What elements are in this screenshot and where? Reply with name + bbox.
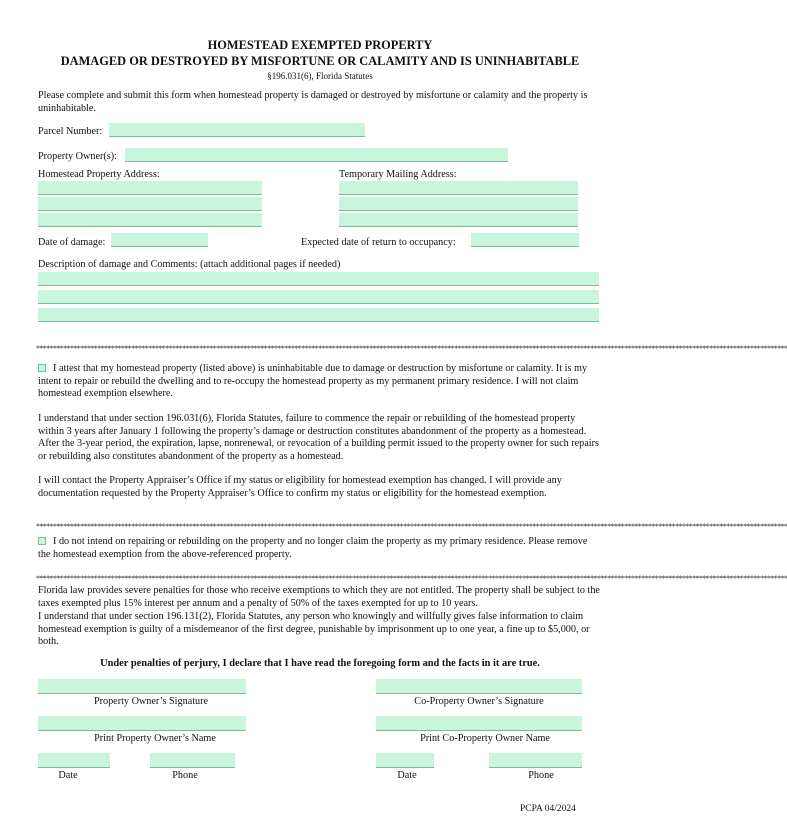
homestead-address-line-3[interactable] — [38, 213, 262, 227]
separator-3: ***************************************************************************************************************************************************************************************************************************** — [36, 574, 787, 583]
co-owner-date-field[interactable] — [376, 753, 434, 768]
penalties-text-1: Florida law provides severe penalties for those who receive exemptions to which they are not entitled. The property shall be subject to the taxes exempted plus 15% interest per annum and a penalty of 50% of the taxes exempted for up to 10 years. — [38, 585, 600, 609]
mailing-address-line-2[interactable] — [339, 197, 578, 211]
mailing-address-label: Temporary Mailing Address: — [339, 169, 457, 180]
owner-print-label: Print Property Owner’s Name — [94, 733, 216, 744]
owner-phone-field[interactable] — [150, 753, 235, 768]
property-owner-field[interactable] — [125, 148, 508, 162]
owner-label: Property Owner(s): — [38, 151, 117, 162]
co-owner-print-field[interactable] — [376, 716, 582, 731]
homestead-address-line-2[interactable] — [38, 197, 262, 211]
understand-text: I understand that under section 196.031(6), Florida Statutes, failure to commence the repair or rebuilding of the homestead property within 3 years after January 1 following the property’s damage or destruction constitutes abandonment of the property as a homestead. After the 3-year period, the expiration, lapse, nonrenewal, or revocation of a building permit issued to the property owner for such repairs or rebuilding also constitutes abandonment of the property as a homestead. — [38, 413, 599, 462]
intro-text: Please complete and submit this form when homestead property is damaged or destroyed by misfortune or calamity and the property is uninhabitable. — [38, 90, 588, 114]
owner-date-field[interactable] — [38, 753, 110, 768]
owner-date-label: Date — [58, 770, 78, 781]
form-subtitle: DAMAGED OR DESTROYED BY MISFORTUNE OR CALAMITY AND IS UNINHABITABLE — [60, 54, 580, 68]
perjury-statement: Under penalties of perjury, I declare that I have read the foregoing form and the facts in it are true. — [100, 658, 540, 669]
description-line-1[interactable] — [38, 272, 599, 286]
return-date-label: Expected date of return to occupancy: — [301, 237, 456, 248]
description-label: Description of damage and Comments: (attach additional pages if needed) — [38, 259, 341, 270]
co-owner-phone-field[interactable] — [489, 753, 582, 768]
not-intend-text: I do not intend on repairing or rebuilding on the property and no longer claim the property as my primary residence. Please remove the homestead exemption from the above-referenced property. — [38, 536, 588, 560]
co-owner-phone-label: Phone — [528, 770, 554, 781]
date-damage-field[interactable] — [111, 233, 208, 247]
co-owner-signature-field[interactable] — [376, 679, 582, 694]
attest-text: I attest that my homestead property (listed above) is uninhabitable due to damage or destruction by misfortune or calamity. It is my intent to repair or rebuild the dwelling and to re-occupy the homestead property as my permanent primary residence. I will not claim homestead exemption elsewhere. — [38, 363, 588, 400]
description-line-2[interactable] — [38, 290, 599, 304]
form-code: PCPA 04/2024 — [520, 804, 576, 814]
homestead-address-line-1[interactable] — [38, 181, 262, 195]
parcel-label: Parcel Number: — [38, 126, 103, 137]
description-line-3[interactable] — [38, 308, 599, 322]
co-owner-date-label: Date — [397, 770, 417, 781]
owner-signature-field[interactable] — [38, 679, 246, 694]
homestead-address-label: Homestead Property Address: — [38, 169, 160, 180]
penalties-text-2: I understand that under section 196.131(2), Florida Statutes, any person who knowingly and willfully gives false information to claim homestead exemption is guilty of a misdemeanor of the first degree, punishable by imprisonment up to one year, a fine up to $5,000, or both. — [38, 611, 590, 648]
separator-2: ***************************************************************************************************************************************************************************************************************************** — [36, 522, 787, 531]
mailing-address-line-3[interactable] — [339, 213, 578, 227]
co-owner-signature-label: Co-Property Owner’s Signature — [414, 696, 544, 707]
contact-text: I will contact the Property Appraiser’s Office if my status or eligibility for homestead exemption has changed. I will provide any documentation requested by the Property Appraiser’s Office to confirm my status or eligibility for the homestead exemption. — [38, 475, 562, 499]
separator-1: ***************************************************************************************************************************************************************************************************************************** — [36, 344, 787, 353]
mailing-address-line-1[interactable] — [339, 181, 578, 195]
statute-reference: §196.031(6), Florida Statutes — [267, 71, 373, 81]
owner-print-field[interactable] — [38, 716, 246, 731]
owner-signature-label: Property Owner’s Signature — [93, 696, 209, 707]
return-date-field[interactable] — [471, 233, 579, 247]
parcel-number-field[interactable] — [109, 123, 365, 137]
owner-phone-label: Phone — [172, 770, 198, 781]
form-title: HOMESTEAD EXEMPTED PROPERTY — [207, 38, 433, 52]
date-damage-label: Date of damage: — [38, 237, 106, 248]
co-owner-print-label: Print Co-Property Owner Name — [420, 733, 550, 744]
